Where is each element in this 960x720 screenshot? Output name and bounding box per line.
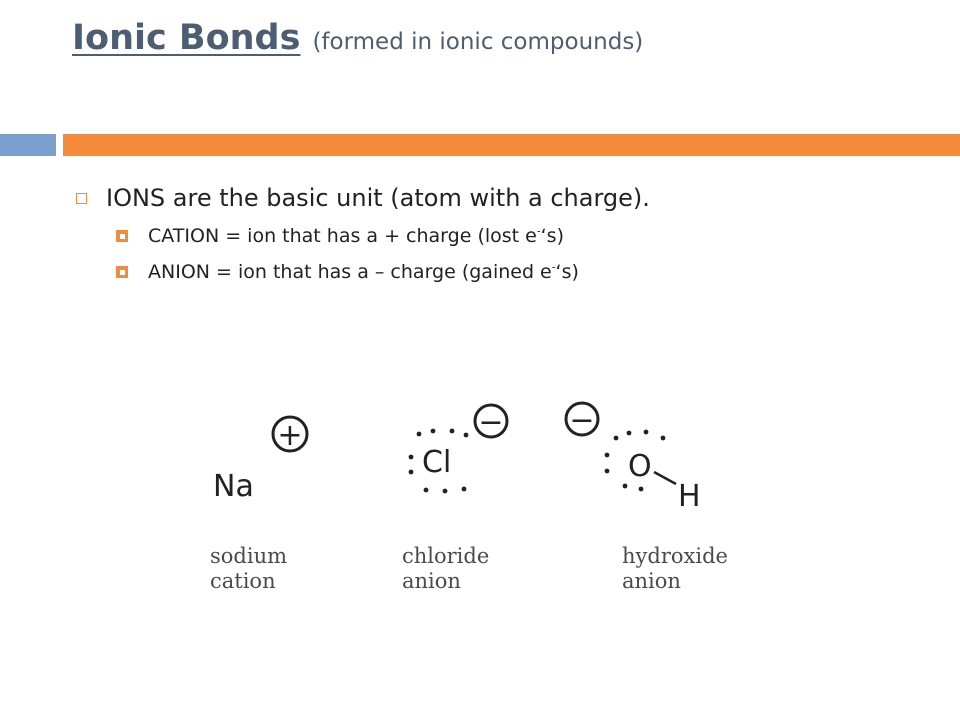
slide-title: Ionic Bonds <box>72 18 301 58</box>
cation-text-suffix: ‘s) <box>540 225 564 247</box>
bullet-cation <box>116 218 650 254</box>
ion-figure <box>200 378 760 618</box>
sodium-symbol: Na <box>213 469 254 504</box>
chloride-ion <box>402 405 507 593</box>
chloride-charge: − <box>478 405 504 440</box>
slide-subtitle: (formed in ionic compounds) <box>312 29 644 55</box>
sodium-ion <box>210 417 307 593</box>
accent-bar-blue <box>0 134 56 156</box>
bullet-main-text: IONS are the basic unit (atom with a charge). <box>106 184 650 212</box>
accent-bar-orange <box>63 134 960 156</box>
hydroxide-ion <box>566 403 728 593</box>
chloride-label-line2: anion <box>402 569 461 593</box>
hydroxide-hydrogen-symbol: H <box>678 479 701 514</box>
anion-text-suffix: ‘s) <box>555 261 579 283</box>
sodium-charge: + <box>277 418 303 453</box>
oh-bond-line <box>654 472 676 484</box>
cation-text-sup: - <box>536 225 541 238</box>
bullet-anion-text <box>148 261 579 283</box>
bullet-list <box>72 178 650 290</box>
chloride-label-line1: chloride <box>402 544 490 568</box>
hollow-square-bullet-icon <box>76 193 87 204</box>
bullet-cation-text <box>148 225 564 247</box>
cation-text-prefix: CATION = ion that has a + charge (lost e <box>148 225 537 247</box>
bullet-anion <box>116 254 650 290</box>
chloride-symbol: Cl <box>422 445 452 480</box>
hydroxide-charge: − <box>569 403 595 438</box>
bullet-main <box>72 178 650 218</box>
slide-title-block <box>72 18 643 58</box>
anion-text-sup: - <box>551 261 556 274</box>
hydroxide-label-line1: hydroxide <box>622 544 728 568</box>
hydroxide-label-line2: anion <box>622 569 681 593</box>
hydroxide-oxygen-symbol: O <box>628 449 652 484</box>
sodium-label-line2: cation <box>210 569 276 593</box>
anion-text-prefix: ANION = ion that has a – charge (gained e <box>148 261 552 283</box>
ion-diagram <box>200 378 760 618</box>
square-bullet-icon <box>116 230 128 242</box>
square-bullet-icon <box>116 266 128 278</box>
sodium-label-line1: sodium <box>210 544 288 568</box>
